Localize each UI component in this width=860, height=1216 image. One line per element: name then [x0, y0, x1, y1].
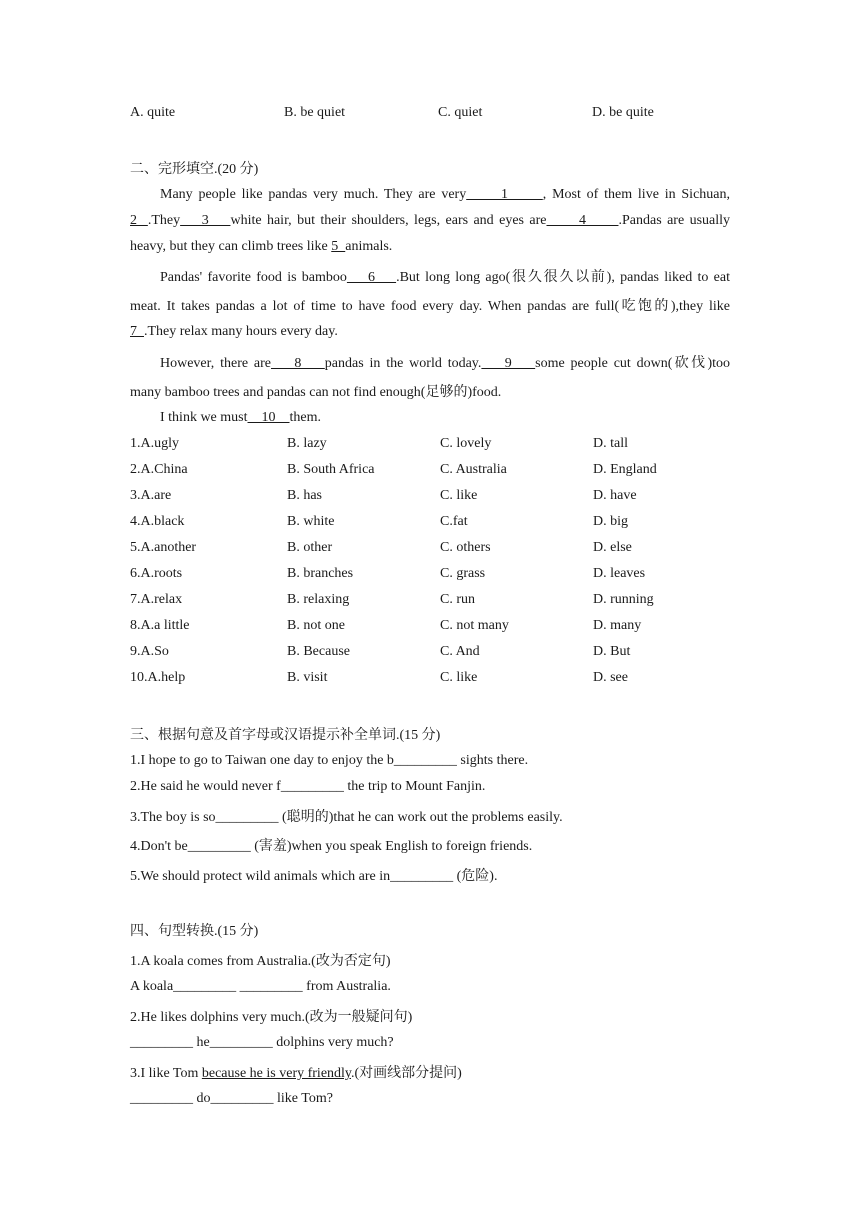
- passage-text: .They relax many hours every day.: [144, 324, 338, 339]
- passage-text: .Pandas are usually: [618, 213, 731, 228]
- option: B. South Africa: [287, 462, 375, 477]
- option: 1.A.ugly: [130, 436, 179, 451]
- question-item: 4.Don't be_________ (害羞)when you speak English to foreign friends.: [130, 839, 533, 854]
- option: D. big: [593, 514, 628, 529]
- option: 6.A.roots: [130, 566, 183, 581]
- blank-10: 10: [247, 410, 290, 425]
- option: B. relaxing: [287, 592, 350, 607]
- passage-text: them.: [289, 410, 321, 425]
- passage-text: .But long long ago(很久很久以前), pandas liked to eat: [396, 270, 730, 285]
- passage-text: .They: [147, 213, 181, 228]
- option: B. Because: [287, 644, 350, 659]
- underlined-phrase: because he is very friendly: [201, 1066, 352, 1081]
- passage-text: However, there are: [160, 356, 272, 371]
- passage-line: [160, 187, 730, 203]
- passage-line: [130, 295, 730, 315]
- passage-text: some people cut down(砍伐)too: [535, 356, 731, 371]
- blank-7: 7: [130, 324, 144, 339]
- section4-heading: 四、句型转换.(15 分): [130, 924, 259, 939]
- section3-heading: 三、根据句意及首字母或汉语提示补全单词.(15 分): [130, 728, 441, 743]
- passage-text: Pandas' favorite food is bamboo: [160, 270, 347, 285]
- question-item: 2.He said he would never f_________ the trip to Mount Fanjin.: [130, 779, 486, 794]
- blank-3: 3: [180, 213, 231, 228]
- passage-text: many bamboo trees and pandas can not find enough(足够的)food.: [130, 385, 502, 400]
- blank-5: 5: [331, 239, 346, 254]
- option: C. Australia: [440, 462, 507, 477]
- option: D. have: [593, 488, 637, 503]
- blank-1: 1: [466, 187, 543, 202]
- option: B. white: [287, 514, 335, 529]
- option-d: D. be quite: [592, 105, 654, 120]
- blank-8: 8: [271, 356, 325, 371]
- question-item: [130, 1062, 462, 1082]
- passage-text: animals.: [345, 239, 393, 254]
- option: 10.A.help: [130, 670, 186, 685]
- option: B. not one: [287, 618, 345, 633]
- option: C. like: [440, 488, 478, 503]
- question-item: 2.He likes dolphins very much.(改为一般疑问句): [130, 1010, 413, 1025]
- option: C.fat: [440, 514, 468, 529]
- option: C. lovely: [440, 436, 492, 451]
- passage-line: [160, 352, 730, 372]
- option: 2.A.China: [130, 462, 188, 477]
- option: B. other: [287, 540, 333, 555]
- passage-text: Many people like pandas very much. They are very: [160, 187, 467, 202]
- passage-line: [160, 410, 760, 426]
- passage-line: [130, 324, 730, 340]
- passage-text: heavy, but they can climb trees like: [130, 239, 332, 254]
- option: B. visit: [287, 670, 328, 685]
- question-text: .(对画线部分提问): [351, 1066, 462, 1081]
- answer-line: A koala_________ _________ from Australia.: [130, 979, 391, 994]
- option-b: B. be quiet: [284, 105, 346, 120]
- passage-line: [130, 239, 730, 255]
- question-item: 1.I hope to go to Taiwan one day to enjoy the b_________ sights there.: [130, 753, 529, 768]
- question-item: 1.A koala comes from Australia.(改为否定句): [130, 954, 391, 969]
- option: D. running: [593, 592, 654, 607]
- blank-2: 2: [130, 213, 148, 228]
- option: D. tall: [593, 436, 628, 451]
- option: B. lazy: [287, 436, 327, 451]
- passage-line: [130, 213, 730, 229]
- passage-line: [160, 266, 730, 286]
- question-text: 3.I like Tom: [130, 1066, 202, 1081]
- option: 8.A.a little: [130, 618, 190, 633]
- section2-heading: 二、完形填空.(20 分): [130, 162, 259, 177]
- option: C. not many: [440, 618, 509, 633]
- option: D. else: [593, 540, 632, 555]
- option: D. many: [593, 618, 642, 633]
- option: C. And: [440, 644, 480, 659]
- option: D. see: [593, 670, 628, 685]
- passage-text: pandas in the world today.: [324, 356, 482, 371]
- blank-6: 6: [346, 270, 397, 285]
- option: C. run: [440, 592, 475, 607]
- blank-9: 9: [481, 356, 536, 371]
- passage-text: , Most of them live in Sichuan,: [542, 187, 730, 202]
- passage-line: [130, 381, 730, 401]
- option: D. But: [593, 644, 631, 659]
- option: C. like: [440, 670, 478, 685]
- option-c: C. quiet: [438, 105, 483, 120]
- option: D. leaves: [593, 566, 646, 581]
- option: B. has: [287, 488, 322, 503]
- option: 4.A.black: [130, 514, 185, 529]
- question-item: 3.The boy is so_________ (聪明的)that he can work out the problems easily.: [130, 810, 563, 825]
- option: 5.A.another: [130, 540, 197, 555]
- option: D. England: [593, 462, 657, 477]
- question-item: 5.We should protect wild animals which are in_________ (危险).: [130, 869, 498, 884]
- option: 7.A.relax: [130, 592, 183, 607]
- option-a: A. quite: [130, 105, 176, 120]
- passage-text: I think we must: [160, 410, 248, 425]
- passage-text: white hair, but their shoulders, legs, ears and eyes are: [230, 213, 547, 228]
- option: C. others: [440, 540, 491, 555]
- option: B. branches: [287, 566, 354, 581]
- answer-line: _________ he_________ dolphins very much?: [130, 1035, 394, 1050]
- option: 3.A.are: [130, 488, 172, 503]
- option: C. grass: [440, 566, 486, 581]
- option: 9.A.So: [130, 644, 169, 659]
- blank-4: 4: [546, 213, 619, 228]
- answer-line: _________ do_________ like Tom?: [130, 1091, 333, 1106]
- passage-text: meat. It takes pandas a lot of time to have food every day. When pandas are full(吃饱的),they like: [130, 299, 730, 314]
